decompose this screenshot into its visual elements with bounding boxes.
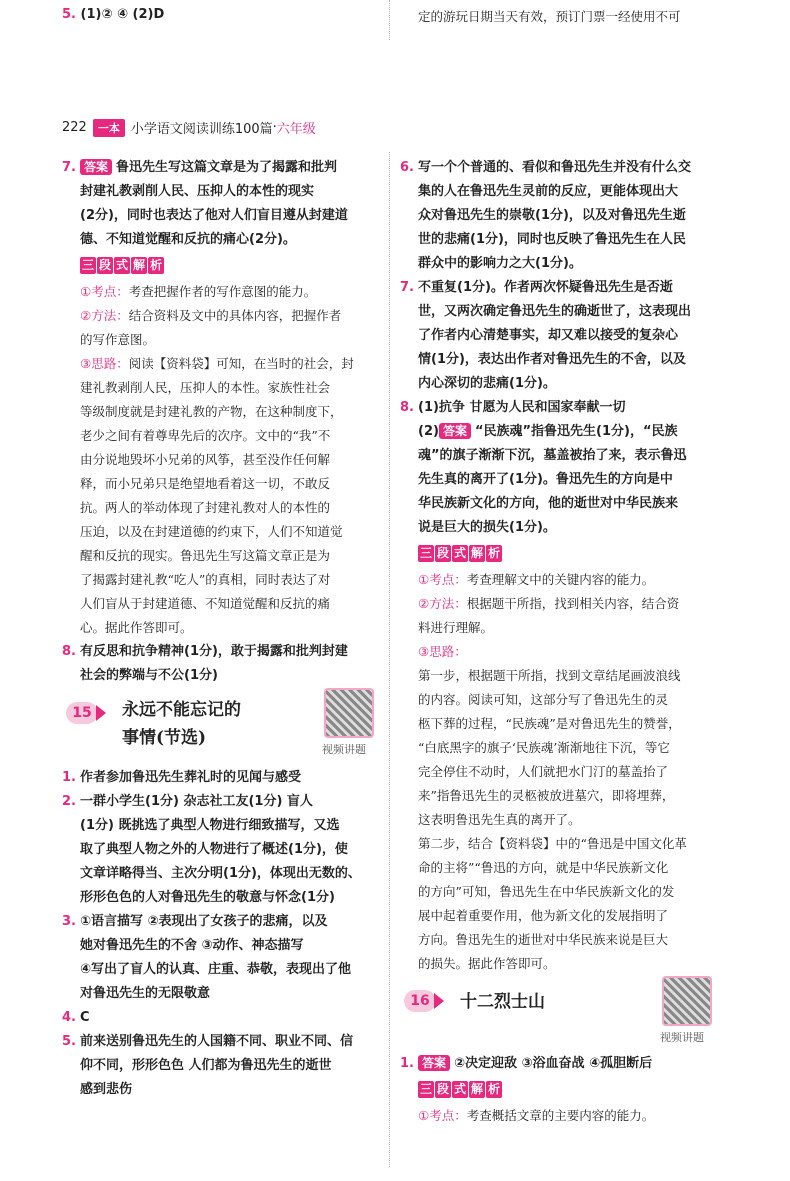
answer-line: 她对鲁迅先生的不舍 ③动作、神态描写 bbox=[80, 938, 304, 953]
lesson-15-header bbox=[62, 696, 380, 760]
label: ①考点： bbox=[80, 284, 129, 299]
banner-char: 段 bbox=[437, 546, 450, 560]
item-number: 1. bbox=[400, 1056, 414, 1071]
text: 的损失。据此作答即可。 bbox=[418, 956, 556, 971]
item-number: 1. bbox=[62, 770, 76, 785]
text: 方向。鲁迅先生的逝世对中华民族来说是巨大 bbox=[418, 932, 669, 947]
banner-char: 三 bbox=[420, 1082, 433, 1096]
book-logo: 一本 bbox=[93, 119, 125, 137]
answer-line: 内心深切的悲痛(1分)。 bbox=[418, 376, 556, 391]
title-line: 永远不能忘记的 bbox=[122, 700, 241, 720]
analysis-fangfa bbox=[400, 592, 716, 640]
text: 结合资料及文中的具体内容，把握作者 bbox=[128, 308, 342, 323]
banner-char: 段 bbox=[99, 258, 112, 272]
text: 考查理解文中的关键内容的能力。 bbox=[466, 572, 655, 587]
banner-char: 式 bbox=[454, 546, 467, 560]
answer-item-8 bbox=[62, 640, 380, 688]
text: 压迫，以及在封建道德的约束下，人们不知道觉 bbox=[80, 524, 343, 539]
text: 命的主将”“鲁迅的方向，就是中华民族新文化 bbox=[418, 860, 669, 875]
qr-label: 视频讲题 bbox=[660, 1031, 704, 1044]
item-number: 7. bbox=[62, 160, 76, 175]
answer-tag: 答案 bbox=[80, 159, 112, 175]
banner-char: 析 bbox=[488, 546, 501, 560]
text: 老少之间有着尊卑先后的次序。文中的“我”不 bbox=[80, 428, 331, 443]
page-number: 222 bbox=[62, 120, 87, 135]
answer-line: 先生真的离开了(1分)。鲁迅先生的方向是中 bbox=[418, 472, 673, 487]
text: 阅读【资料袋】可知，在当时的社会，封 bbox=[128, 356, 354, 371]
banner-char: 三 bbox=[82, 258, 95, 272]
qr-code-icon[interactable] bbox=[324, 688, 374, 738]
top-strip bbox=[0, 0, 790, 40]
banner-char: 解 bbox=[471, 546, 484, 560]
banner-char: 段 bbox=[437, 1082, 450, 1096]
answer-line: 群众中的影响力之大(1分)。 bbox=[418, 256, 582, 271]
item-number: 5. bbox=[62, 7, 76, 22]
answer-line: 世，又两次确定鲁迅先生的确逝世了，这表现出 bbox=[418, 304, 692, 319]
label: ②方法： bbox=[80, 308, 129, 323]
answer-line: 情(1分)，表达出作者对鲁迅先生的不舍，以及 bbox=[418, 352, 686, 367]
analysis-silu bbox=[62, 352, 380, 640]
text: 建礼教剥削人民，压抑人的本性。家族性社会 bbox=[80, 380, 331, 395]
answer-line: 取了典型人物之外的人物进行了概述(1分)，使 bbox=[80, 842, 348, 857]
answer-tag: 答案 bbox=[439, 423, 471, 439]
text: 了揭露封建礼教“吃人”的真相，同时表达了对 bbox=[80, 572, 331, 587]
prev-page-text: 定的游玩日期当天有效，预订门票一经使用不可 bbox=[418, 9, 681, 24]
banner-char: 析 bbox=[488, 1082, 501, 1096]
answer-line: ①语言描写 ②表现出了女孩子的悲痛，以及 bbox=[80, 914, 328, 929]
text: 根据题干所指，找到相关内容，结合资 bbox=[466, 596, 680, 611]
answer-line: 华民族新文化的方向，他的逝世对中华民族来 bbox=[418, 496, 679, 511]
answer-line: 魂”的旗子渐渐下沉，墓盖被抬了来，表示鲁迅 bbox=[418, 448, 687, 463]
answer-item-1 bbox=[400, 1052, 716, 1076]
answer-line: 前来送别鲁迅先生的人国籍不同、职业不同、信 bbox=[80, 1034, 354, 1049]
item-number: 2. bbox=[62, 794, 76, 809]
text: 人们盲从于封建道德、不知道觉醒和反抗的痛 bbox=[80, 596, 331, 611]
analysis-step1 bbox=[400, 664, 716, 832]
text: 柩下葬的过程，“民族魂”是对鲁迅先生的赞誉， bbox=[418, 716, 681, 731]
answer-line: 德、不知道觉醒和反抗的痛心(2分)。 bbox=[80, 232, 296, 247]
text: 的内容。阅读可知，这部分写了鲁迅先生的灵 bbox=[418, 692, 669, 707]
column-divider bbox=[389, 152, 390, 1167]
item-number: 8. bbox=[400, 400, 414, 415]
book-title: 小学语文阅读训练100篇 bbox=[130, 122, 273, 137]
answer-line: 说是巨大的损失(1分)。 bbox=[418, 520, 556, 535]
qr-label: 视频讲题 bbox=[322, 743, 366, 756]
label: ①考点： bbox=[418, 572, 467, 587]
text: 这表明鲁迅先生真的离开了。 bbox=[418, 812, 581, 827]
answer-text: (1)② ④ (2)D bbox=[80, 7, 165, 22]
answer-item-7 bbox=[62, 156, 380, 252]
column-divider-top bbox=[389, 0, 390, 40]
answer-line: 众对鲁迅先生的崇敬(1分)，以及对鲁迅先生逝 bbox=[418, 208, 686, 223]
analysis-banner bbox=[80, 254, 165, 278]
title-line: 事情(节选) bbox=[122, 728, 207, 748]
answer-line: 社会的弊端与不公(1分) bbox=[80, 668, 218, 683]
text: 料进行理解。 bbox=[418, 620, 494, 635]
item-number: 8. bbox=[62, 644, 76, 659]
lesson-number-badge: 16 bbox=[404, 990, 436, 1012]
answer-line: 写一个个普通的、看似和鲁迅先生并没有什么交 bbox=[418, 160, 692, 175]
banner-char: 三 bbox=[420, 546, 433, 560]
text: 抗。两人的举动体现了封建礼教对人的本性的 bbox=[80, 500, 331, 515]
answer-line: 鲁迅先生写这篇文章是为了揭露和批判 bbox=[116, 160, 338, 175]
answer-item-4 bbox=[62, 1006, 380, 1030]
answer-line: 对鲁迅先生的无限敬意 bbox=[80, 986, 211, 1001]
lesson-number-badge: 15 bbox=[66, 702, 98, 724]
answer-line: 集的人在鲁迅先生灵前的反应，更能体现出大 bbox=[418, 184, 679, 199]
item-number: 5. bbox=[62, 1034, 76, 1049]
label: ①考点： bbox=[418, 1108, 467, 1123]
label: ②方法： bbox=[418, 596, 467, 611]
analysis-step2 bbox=[400, 832, 716, 976]
answer-line: 封建礼教剥削人民、压抑人的本性的现实 bbox=[80, 184, 315, 199]
analysis-kaodian bbox=[400, 1104, 716, 1128]
answer-line: ②决定迎敌 ③浴血奋战 ④孤胆断后 bbox=[454, 1056, 653, 1071]
answer-item-2 bbox=[62, 790, 380, 910]
page-header bbox=[62, 118, 316, 137]
answer-line: (1)抗争 甘愿为人民和国家奉献一切 bbox=[418, 400, 626, 415]
text: 第一步，根据题干所指，找到文章结尾画波浪线 bbox=[418, 668, 681, 683]
item-number: 4. bbox=[62, 1010, 76, 1025]
answer-item-6 bbox=[400, 156, 716, 276]
item-number: 7. bbox=[400, 280, 414, 295]
answer-line: 了作者内心清楚事实，却又难以接受的复杂心 bbox=[418, 328, 679, 343]
text: 展中起着重要作用，他为新文化的发展指明了 bbox=[418, 908, 669, 923]
text: 由分说地毁坏小兄弟的风筝，甚至没作任何解 bbox=[80, 452, 331, 467]
prev-page-answer bbox=[62, 7, 164, 22]
lesson-16-header bbox=[400, 984, 716, 1046]
banner-char: 解 bbox=[471, 1082, 484, 1096]
sub-number: (2) bbox=[418, 424, 439, 439]
text: 完全停住不动时，人们就把水门汀的墓盖抬了 bbox=[418, 764, 669, 779]
answer-line: 形形色色的人对鲁迅先生的敬意与怀念(1分) bbox=[80, 890, 335, 905]
text: 的方向”可知，鲁迅先生在中华民族新文化的发 bbox=[418, 884, 675, 899]
answer-item-3 bbox=[62, 910, 380, 1006]
analysis-banner bbox=[418, 542, 503, 566]
item-number: 6. bbox=[400, 160, 414, 175]
answer-line: 文章详略得当、主次分明(1分)，体现出无数的、 bbox=[80, 866, 361, 881]
answer-tag: 答案 bbox=[418, 1055, 450, 1071]
text: 等级制度就是封建礼教的产物，在这种制度下， bbox=[80, 404, 343, 419]
answer-item-1 bbox=[62, 766, 380, 790]
analysis-fangfa bbox=[62, 304, 380, 352]
answer-line: 世的悲痛(1分)，同时也反映了鲁迅先生在人民 bbox=[418, 232, 686, 247]
answer-item-7 bbox=[400, 276, 716, 396]
right-column bbox=[400, 156, 716, 1128]
banner-char: 解 bbox=[133, 258, 146, 272]
analysis-banner bbox=[418, 1078, 503, 1102]
answer-item-8 bbox=[400, 396, 716, 540]
title-separator: · bbox=[272, 120, 277, 135]
text: 释，而小兄弟只是绝望地看着这一切，不敢反 bbox=[80, 476, 331, 491]
answer-line: 作者参加鲁迅先生葬礼时的见闻与感受 bbox=[80, 770, 302, 785]
qr-code-icon[interactable] bbox=[662, 976, 712, 1026]
answer-item-5 bbox=[62, 1030, 380, 1102]
answer-line: 有反思和抗争精神(1分)，敢于揭露和批判封建 bbox=[80, 644, 348, 659]
text: 醒和反抗的现实。鲁迅先生写这篇文章正是为 bbox=[80, 548, 331, 563]
answer-line: (2分)，同时也表达了他对人们盲目遵从封建道 bbox=[80, 208, 348, 223]
answer-line: “民族魂”指鲁迅先生(1分)，“民族 bbox=[474, 424, 678, 439]
grade-label: 六年级 bbox=[276, 122, 316, 137]
lesson-title: 十二烈士山 bbox=[460, 992, 545, 1012]
answer-line: 不重复(1分)。作者两次怀疑鲁迅先生是否逝 bbox=[418, 280, 673, 295]
banner-char: 式 bbox=[116, 258, 129, 272]
lesson-title bbox=[122, 696, 241, 752]
answer-line: 仰不同，形形色色 人们都为鲁迅先生的逝世 bbox=[80, 1058, 332, 1073]
item-number: 3. bbox=[62, 914, 76, 929]
answer-line: ④写出了盲人的认真、庄重、恭敬，表现出了他 bbox=[80, 962, 352, 977]
answer-line: 感到悲伤 bbox=[80, 1082, 133, 1097]
text: 考查概括文章的主要内容的能力。 bbox=[466, 1108, 655, 1123]
analysis-kaodian bbox=[400, 568, 716, 592]
banner-char: 式 bbox=[454, 1082, 467, 1096]
text: 的写作意图。 bbox=[80, 332, 156, 347]
text: 考查把握作者的写作意图的能力。 bbox=[128, 284, 317, 299]
analysis-kaodian bbox=[62, 280, 380, 304]
analysis-silu bbox=[400, 640, 716, 664]
answer-line: C bbox=[80, 1010, 90, 1025]
text: 心。据此作答即可。 bbox=[80, 620, 193, 635]
text: 第二步，结合【资料袋】中的“鲁迅是中国文化革 bbox=[418, 836, 687, 851]
label: ③思路： bbox=[418, 644, 467, 659]
text: “白底黑字的旗子‘民族魂’渐渐地往下沉，等它 bbox=[418, 740, 670, 755]
label: ③思路： bbox=[80, 356, 129, 371]
answer-line: (1分) 既挑选了典型人物进行细致描写，又选 bbox=[80, 818, 340, 833]
left-column bbox=[62, 156, 380, 1102]
text: 来”指鲁迅先生的灵柩被放进墓穴，即将埋葬， bbox=[418, 788, 675, 803]
answer-line: 一群小学生(1分) 杂志社工友(1分) 盲人 bbox=[80, 794, 313, 809]
banner-char: 析 bbox=[150, 258, 163, 272]
